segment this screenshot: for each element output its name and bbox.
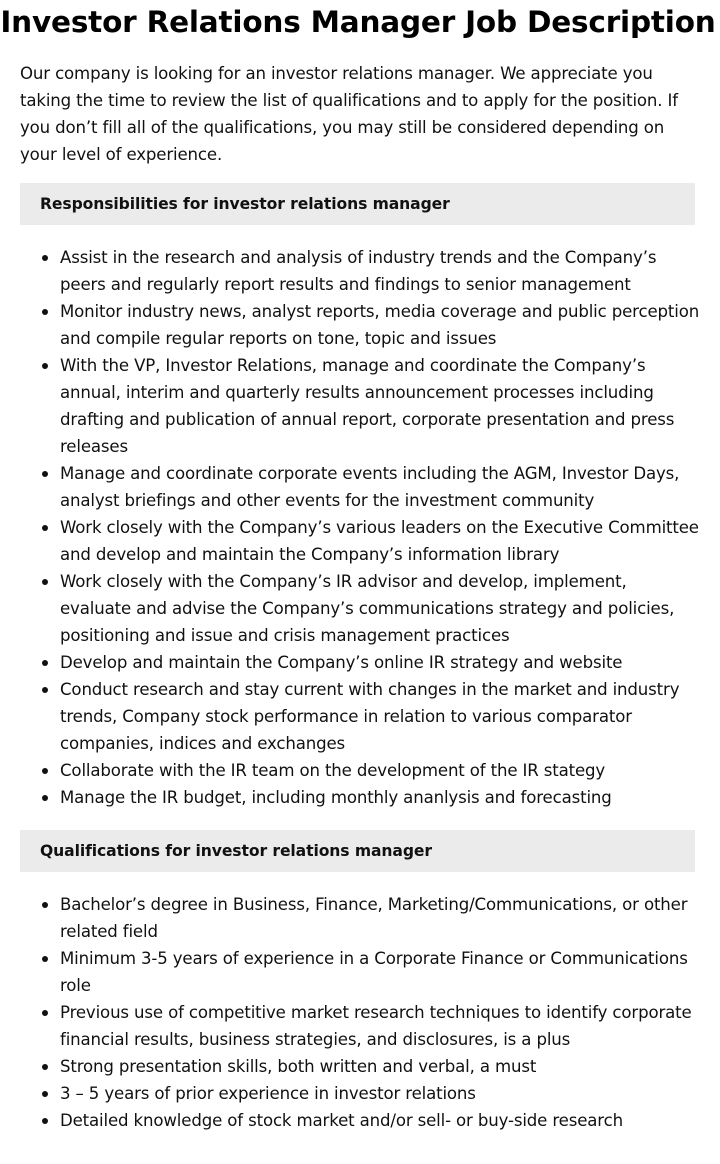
bullet-icon — [42, 363, 48, 369]
qualification-text: Strong presentation skills, both written and verbal, a must — [60, 1057, 537, 1076]
responsibility-text: Collaborate with the IR team on the development of the IR stategy — [60, 761, 606, 780]
bullet-icon — [42, 956, 48, 962]
qualifications-list — [20, 891, 700, 1134]
list-item — [60, 298, 700, 352]
list-item — [60, 568, 700, 649]
bullet-icon — [42, 660, 48, 666]
responsibility-text: Manage the IR budget, including monthly ananlysis and forecasting — [60, 788, 612, 807]
qualifications-heading: Qualifications for investor relations manager — [40, 842, 432, 860]
list-item — [60, 784, 700, 811]
list-item — [60, 352, 700, 460]
responsibilities-heading: Responsibilities for investor relations manager — [40, 195, 450, 213]
list-item — [60, 1107, 700, 1134]
responsibility-text: Develop and maintain the Company’s online IR strategy and website — [60, 653, 623, 672]
qualification-text: Minimum 3-5 years of experience in a Corporate Finance or Communications role — [60, 949, 688, 995]
list-item — [60, 757, 700, 784]
list-item — [60, 514, 700, 568]
bullet-icon — [42, 1010, 48, 1016]
list-item — [60, 945, 700, 999]
list-item — [60, 1080, 700, 1107]
responsibilities-header — [20, 183, 695, 225]
list-item — [60, 891, 700, 945]
list-item — [60, 649, 700, 676]
bullet-icon — [42, 1091, 48, 1097]
qualifications-header — [20, 830, 695, 872]
list-item — [60, 676, 700, 757]
bullet-icon — [42, 309, 48, 315]
responsibility-text: Work closely with the Company’s various leaders on the Executive Committee and develop and maintain the Company’s information library — [60, 518, 699, 564]
responsibility-text: Assist in the research and analysis of industry trends and the Company’s peers and regularly report results and findings to senior management — [60, 248, 657, 294]
bullet-icon — [42, 255, 48, 261]
page-title: Investor Relations Manager Job Description — [0, 5, 716, 39]
bullet-icon — [42, 579, 48, 585]
bullet-icon — [42, 687, 48, 693]
responsibility-text: With the VP, Investor Relations, manage and coordinate the Company’s annual, interim and quarterly results announcement processes including drafting and publication of annual report, corporate presentation and press releases — [60, 356, 675, 456]
qualification-text: Bachelor’s degree in Business, Finance, Marketing/Communications, or other related field — [60, 895, 688, 941]
bullet-icon — [42, 1064, 48, 1070]
responsibility-text: Monitor industry news, analyst reports, media coverage and public perception and compile regular reports on tone, topic and issues — [60, 302, 700, 348]
intro-paragraph: Our company is looking for an investor relations manager. We appreciate you taking the time to review the list of qualifications and to apply for the position. If you don’t fill all of the qualifications, you may still be considered depending on your level of experience. — [20, 64, 678, 164]
list-item — [60, 244, 700, 298]
responsibility-text: Conduct research and stay current with changes in the market and industry trends, Company stock performance in relation to various comparator companies, indices and exchanges — [60, 680, 680, 753]
list-item — [60, 460, 700, 514]
qualification-text: 3 – 5 years of prior experience in investor relations — [60, 1084, 476, 1103]
responsibilities-list — [20, 244, 700, 811]
qualification-text: Previous use of competitive market research techniques to identify corporate financial results, business strategies, and disclosures, is a plus — [60, 1003, 692, 1049]
list-item — [60, 999, 700, 1053]
bullet-icon — [42, 902, 48, 908]
bullet-icon — [42, 768, 48, 774]
bullet-icon — [42, 1118, 48, 1124]
bullet-icon — [42, 795, 48, 801]
bullet-icon — [42, 471, 48, 477]
qualification-text: Detailed knowledge of stock market and/or sell- or buy-side research — [60, 1111, 623, 1130]
responsibility-text: Work closely with the Company’s IR advisor and develop, implement, evaluate and advise the Company’s communications strategy and policies, positioning and issue and crisis management practices — [60, 572, 675, 645]
list-item — [60, 1053, 700, 1080]
bullet-icon — [42, 525, 48, 531]
responsibility-text: Manage and coordinate corporate events including the AGM, Investor Days, analyst briefings and other events for the investment community — [60, 464, 680, 510]
